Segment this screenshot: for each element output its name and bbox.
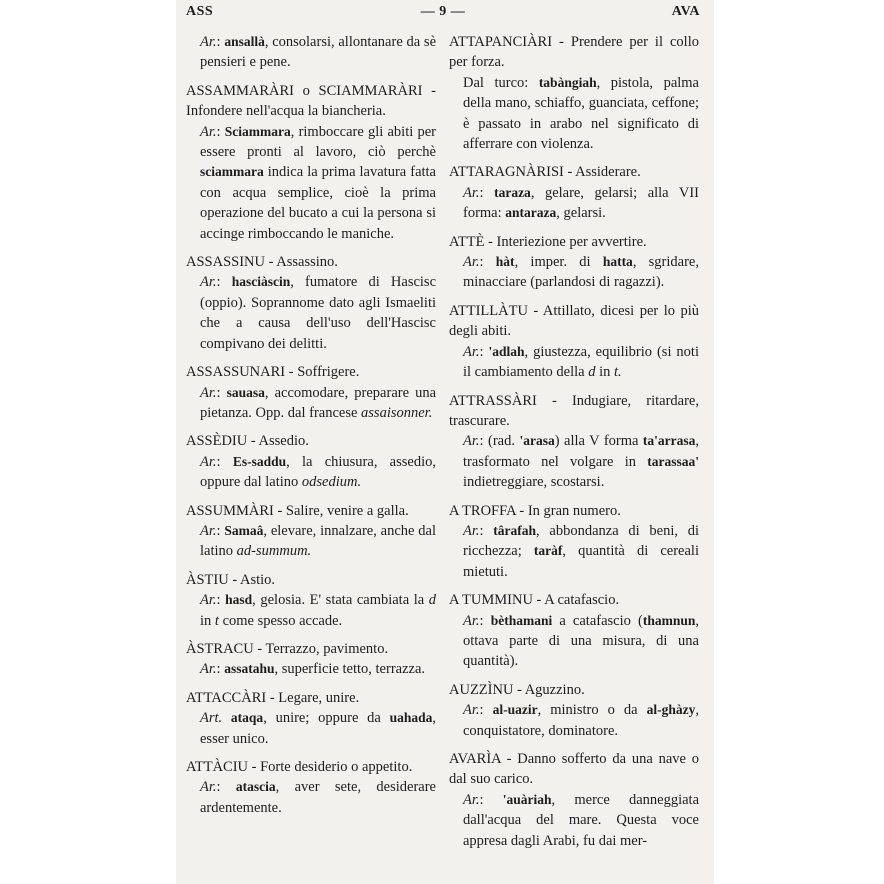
text-segment: , imper. di bbox=[514, 254, 603, 271]
arabic-term: hatta bbox=[602, 254, 633, 270]
dictionary-entry bbox=[449, 590, 699, 672]
text-segment: : bbox=[216, 522, 225, 539]
entry-headword-line bbox=[449, 749, 699, 790]
dictionary-entry bbox=[449, 32, 699, 154]
entry-etymology-line bbox=[449, 521, 699, 582]
entry-etymology-line bbox=[449, 342, 699, 383]
italic-text: Art. bbox=[200, 710, 223, 727]
italic-text: Ar. bbox=[200, 522, 217, 539]
text-segment: , esser unico. bbox=[200, 710, 437, 747]
italic-text: odsedium. bbox=[301, 474, 362, 491]
entry-headword-line bbox=[186, 688, 436, 708]
arabic-term: uahada bbox=[389, 710, 433, 726]
dictionary-entry bbox=[186, 570, 436, 631]
entry-headword-line bbox=[186, 252, 436, 272]
header-left-guide-word: ASS bbox=[186, 4, 214, 19]
text-segment: ATTILLÀTU - Attillato, dicesi per lo più degli abiti. bbox=[449, 302, 699, 340]
dictionary-entry bbox=[186, 32, 436, 73]
italic-text: Ar. bbox=[200, 453, 217, 470]
header-right-guide-word: AVA bbox=[671, 4, 700, 19]
italic-text: Ar. bbox=[463, 791, 480, 808]
text-segment: , sgridare, minacciare (parlandosi di ragazzi). bbox=[463, 254, 699, 291]
text-segment: , ottava parte di una misura, di una quantità). bbox=[463, 612, 699, 670]
arabic-term: 'arasa bbox=[519, 433, 555, 449]
italic-text: t. bbox=[614, 364, 622, 381]
page-number: — 9 — bbox=[420, 4, 466, 19]
text-segment: , quantità di cereali mietuti. bbox=[463, 543, 699, 580]
text-segment: indietreggiare, scostarsi. bbox=[463, 474, 605, 491]
entry-headword-line bbox=[186, 81, 436, 122]
italic-text: ad-summum. bbox=[236, 543, 312, 560]
dictionary-entry bbox=[186, 81, 436, 244]
italic-text: t bbox=[214, 612, 219, 629]
dictionary-entry bbox=[186, 501, 436, 562]
text-segment: ATTÀCIU - Forte desiderio o appetito. bbox=[186, 759, 413, 775]
italic-text: Ar. bbox=[200, 779, 217, 796]
arabic-term: ta'arrasa bbox=[642, 433, 696, 449]
italic-text: Ar. bbox=[200, 274, 217, 291]
arabic-term: Es-saddu bbox=[232, 453, 287, 469]
text-segment: ATTARAGNÀRISI - Assiderare. bbox=[449, 164, 641, 181]
arabic-term: hasciàscin bbox=[231, 274, 291, 290]
dictionary-page bbox=[176, 0, 714, 884]
entry-headword-line bbox=[449, 590, 699, 610]
entry-etymology-line bbox=[449, 700, 699, 741]
text-segment: , la chiusura, assedio, oppure dal latino bbox=[200, 453, 436, 491]
dictionary-entry bbox=[449, 749, 699, 851]
text-segment: : bbox=[479, 184, 495, 201]
text-segment: ASSASSINU - Assassino. bbox=[186, 254, 338, 271]
text-segment: indica la prima lavatura fatta con acqua semplice, cioè la prima operazione del bucato a cui la persona si accinge rimboccando le maniche. bbox=[200, 164, 436, 242]
text-segment: : bbox=[216, 123, 225, 140]
entry-etymology-line bbox=[449, 790, 699, 851]
arabic-term: tabàngiah bbox=[538, 74, 597, 90]
entry-etymology-line bbox=[449, 611, 699, 672]
entry-headword-line bbox=[449, 162, 699, 182]
entry-etymology-line bbox=[186, 32, 436, 73]
text-segment: , elevare, innalzare, anche dal latino bbox=[200, 522, 436, 560]
arabic-term: atascia bbox=[235, 779, 276, 795]
text-segment: , gelarsi. bbox=[556, 205, 606, 222]
entry-headword-line bbox=[186, 362, 436, 382]
entry-etymology-line bbox=[449, 252, 699, 293]
text-segment: : (rad. bbox=[479, 433, 520, 450]
entry-headword-line bbox=[186, 757, 436, 777]
entry-headword-line bbox=[186, 501, 436, 521]
text-segment: : bbox=[479, 791, 503, 808]
italic-text: Ar. bbox=[200, 123, 217, 140]
italic-text: Ar. bbox=[200, 661, 217, 678]
arabic-term: sauasa bbox=[226, 384, 265, 400]
entry-headword-line bbox=[449, 391, 699, 432]
entry-headword-line bbox=[449, 301, 699, 342]
entry-etymology-line bbox=[449, 73, 699, 155]
entry-etymology-line bbox=[186, 708, 436, 749]
text-segment: AUZZÌNU - Aguzzino. bbox=[449, 681, 585, 698]
text-segment: A TUMMINU - A catafascio. bbox=[449, 592, 620, 609]
text-segment: A TROFFA - In gran numero. bbox=[449, 502, 621, 519]
text-segment: , unire; oppure da bbox=[263, 710, 390, 727]
dictionary-entry bbox=[449, 232, 699, 293]
entry-headword-line bbox=[449, 501, 699, 521]
text-segment: : bbox=[216, 274, 232, 291]
text-segment: , pistola, palma della mano, schiaffo, guanciata, ceffone; è passato in arabo nel significato di afferrare con violenza. bbox=[463, 74, 699, 153]
text-segment: : bbox=[479, 343, 489, 360]
left-column bbox=[186, 32, 436, 826]
italic-text: Ar. bbox=[463, 522, 480, 539]
arabic-term: taraza bbox=[494, 184, 531, 200]
entry-etymology-line bbox=[186, 122, 436, 244]
text-segment: , consolarsi, allontanare da sè pensieri e pene. bbox=[200, 34, 437, 71]
arabic-term: târafah bbox=[493, 522, 537, 538]
text-segment: ASSASSUNARI - Soffrigere. bbox=[186, 364, 360, 381]
dictionary-entry bbox=[186, 252, 436, 354]
italic-text: Ar. bbox=[463, 702, 480, 719]
arabic-term: hàt bbox=[495, 254, 515, 270]
arabic-term: assatahu bbox=[224, 661, 275, 677]
entry-headword-line bbox=[186, 431, 436, 451]
dictionary-entry bbox=[186, 362, 436, 423]
text-segment: ASSUMMÀRI - Salire, venire a galla. bbox=[186, 502, 409, 519]
dictionary-entry bbox=[186, 431, 436, 492]
entry-etymology-line bbox=[186, 272, 436, 354]
dictionary-entry bbox=[449, 391, 699, 493]
entry-etymology-line bbox=[186, 777, 436, 818]
arabic-term: tarassaa' bbox=[647, 453, 699, 469]
arabic-term: antaraza bbox=[505, 205, 557, 221]
arabic-term: bèthamani bbox=[490, 612, 553, 628]
entry-headword-line bbox=[186, 639, 436, 659]
arabic-term: Sciammara bbox=[224, 123, 291, 139]
italic-text: Ar. bbox=[463, 433, 480, 450]
text-segment: , ministro o da bbox=[537, 702, 647, 719]
entry-etymology-line bbox=[186, 452, 436, 493]
arabic-term: 'auàriah bbox=[502, 791, 552, 807]
text-segment: , abbondanza di beni, di ricchezza; bbox=[463, 522, 699, 560]
text-segment: , gelare, gelarsi; alla VII forma: bbox=[463, 184, 700, 222]
italic-text: Ar. bbox=[463, 254, 480, 271]
entry-etymology-line bbox=[186, 659, 436, 679]
text-segment: ASSÈDIU - Assedio. bbox=[186, 433, 309, 450]
arabic-term: ataqa bbox=[230, 710, 264, 726]
text-segment: : bbox=[216, 453, 233, 470]
entry-etymology-line bbox=[186, 590, 436, 631]
text-segment: in bbox=[200, 612, 215, 629]
text-segment bbox=[222, 710, 231, 726]
text-segment: , merce danneggiata dall'acqua del mare. Questa voce appresa dagli Arabi, fu dai mer- bbox=[463, 791, 700, 849]
dictionary-entry bbox=[449, 501, 699, 583]
text-segment: ÀSTIU - Astio. bbox=[186, 571, 276, 588]
arabic-term: ansallà bbox=[224, 34, 265, 49]
italic-text: Ar. bbox=[200, 592, 217, 609]
right-column bbox=[449, 32, 699, 859]
arabic-term: sciammara bbox=[200, 164, 264, 180]
text-segment: : bbox=[216, 384, 227, 401]
text-segment: , superficie tetto, terrazza. bbox=[274, 661, 426, 678]
dictionary-entry bbox=[186, 757, 436, 818]
text-segment: Dal turco: bbox=[463, 74, 539, 91]
text-segment: , accomodare, preparare una pietanza. Opp. dal francese bbox=[200, 384, 437, 421]
entry-etymology-line bbox=[449, 183, 699, 224]
dictionary-entry bbox=[449, 301, 699, 383]
italic-text: Ar. bbox=[463, 184, 480, 201]
italic-text: Ar. bbox=[463, 612, 480, 629]
text-segment: : bbox=[479, 702, 493, 719]
entry-headword-line bbox=[186, 570, 436, 590]
page-header bbox=[186, 4, 700, 28]
text-segment: , trasformato nel volgare in bbox=[463, 433, 700, 470]
text-segment: : bbox=[216, 661, 225, 678]
dictionary-entry bbox=[449, 680, 699, 741]
dictionary-entry bbox=[449, 162, 699, 223]
text-segment: a catafascio ( bbox=[552, 612, 643, 629]
arabic-term: Samaâ bbox=[224, 522, 264, 538]
dictionary-entry bbox=[186, 688, 436, 749]
entry-etymology-line bbox=[186, 383, 436, 424]
dictionary-entry bbox=[186, 639, 436, 680]
text-segment: : bbox=[479, 254, 496, 271]
text-segment: , fumatore di Hascisc (oppio). Soprannome dato agli Ismaeliti che a causa dell'uso dell'Hascisc compivano dei delitti. bbox=[200, 274, 437, 352]
italic-text: Ar. bbox=[200, 34, 217, 50]
entry-etymology-line bbox=[186, 521, 436, 562]
text-segment: : bbox=[216, 779, 236, 796]
italic-text: d bbox=[428, 592, 437, 609]
text-segment: ÀSTRACU - Terrazzo, pavimento. bbox=[186, 640, 389, 657]
italic-text: Ar. bbox=[200, 384, 217, 401]
italic-text: d bbox=[588, 364, 596, 381]
entry-etymology-line bbox=[449, 431, 699, 492]
arabic-term: al-ghàzy bbox=[646, 702, 696, 718]
text-segment: , aver sete, desiderare ardentemente. bbox=[200, 779, 436, 816]
text-segment: come spesso accade. bbox=[218, 612, 343, 629]
text-segment: : bbox=[216, 592, 226, 609]
entry-headword-line bbox=[449, 680, 699, 700]
text-segment: ) alla V forma bbox=[554, 433, 643, 450]
text-segment: : bbox=[479, 612, 491, 629]
arabic-term: thamnun bbox=[642, 612, 696, 628]
text-segment: : bbox=[216, 34, 225, 50]
text-segment: ATTÈ - Interiezione per avvertire. bbox=[449, 233, 647, 250]
text-segment: , giustezza, equilibrio (si noti il cambiamento della bbox=[463, 343, 699, 381]
text-segment: , rimboccare gli abiti per essere pronti al lavoro, ciò perchè bbox=[200, 123, 436, 161]
arabic-term: 'adlah bbox=[488, 343, 525, 359]
text-segment: : bbox=[479, 522, 494, 539]
italic-text: assaisonner. bbox=[361, 404, 433, 421]
text-segment: ATTACCÀRI - Legare, unire. bbox=[186, 689, 360, 706]
text-segment: AVARÌA - Danno sofferto da una nave o dal suo carico. bbox=[449, 751, 699, 788]
text-segment: in bbox=[595, 364, 614, 381]
arabic-term: al-uazir bbox=[492, 702, 538, 718]
entry-headword-line bbox=[449, 32, 699, 73]
italic-text: Ar. bbox=[463, 343, 480, 360]
text-segment: ATTAPANCIÀRI - Prendere per il collo per forza. bbox=[449, 34, 699, 71]
entry-headword-line bbox=[449, 232, 699, 252]
text-segment: , gelosia. E' stata cambiata la bbox=[252, 592, 429, 609]
text-segment: ASSAMMARÀRI o SCIAMMARÀRI - Infondere nell'acqua la biancheria. bbox=[186, 82, 436, 120]
arabic-term: hasd bbox=[225, 592, 253, 608]
arabic-term: taràf bbox=[533, 543, 563, 559]
text-segment: , conquistatore, dominatore. bbox=[463, 702, 699, 739]
text-segment: ATTRASSÀRI - Indugiare, ritardare, trascurare. bbox=[449, 392, 699, 429]
